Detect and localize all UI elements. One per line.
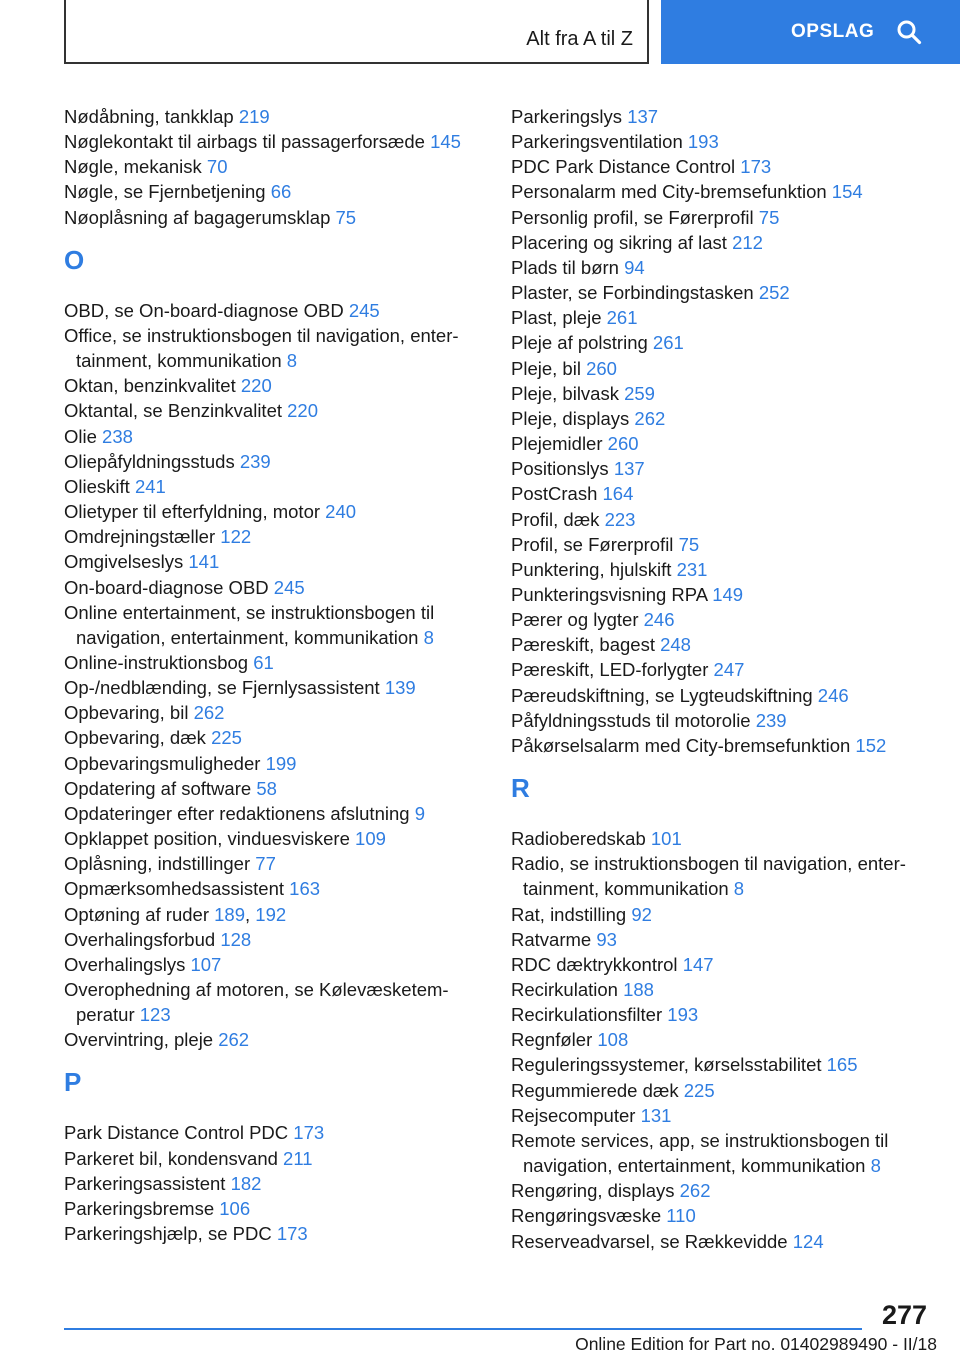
- index-entry: [64, 1120, 484, 1145]
- page-link[interactable]: 108: [597, 1029, 629, 1051]
- page-link[interactable]: 109: [355, 828, 386, 850]
- page-link[interactable]: 260: [586, 357, 617, 379]
- page-link[interactable]: 252: [758, 282, 790, 304]
- index-entry: [511, 179, 931, 204]
- index-entry: [511, 1203, 931, 1228]
- page-link[interactable]: 261: [652, 332, 684, 354]
- index-entry: [511, 532, 931, 557]
- page-link[interactable]: 8: [733, 878, 745, 900]
- page-link[interactable]: 245: [273, 576, 305, 598]
- index-entry: [64, 826, 484, 851]
- index-entry-text: Opbevaringsmuligheder: [64, 752, 261, 774]
- index-entry-text: Radioberedskab: [511, 828, 646, 850]
- page-link[interactable]: 8: [870, 1155, 881, 1177]
- index-entry: [511, 927, 931, 952]
- page-link[interactable]: 246: [817, 684, 849, 706]
- index-entry: [511, 104, 931, 129]
- page-link[interactable]: 145: [430, 131, 461, 153]
- index-entry-text: Overvintring, pleje: [64, 1029, 214, 1051]
- footer-divider: [64, 1328, 862, 1330]
- page-link[interactable]: 223: [604, 508, 636, 530]
- page-link[interactable]: 248: [660, 634, 691, 656]
- page-link[interactable]: 182: [230, 1172, 262, 1194]
- index-entry: [64, 549, 484, 574]
- index-entry: [511, 733, 931, 758]
- index-entry-text: Påfyldningsstuds til motorolie: [511, 709, 751, 731]
- index-entry: [64, 952, 484, 977]
- index-entry: [64, 104, 484, 129]
- page-link[interactable]: 131: [640, 1104, 672, 1126]
- page-link[interactable]: 261: [606, 307, 638, 329]
- index-entry: [64, 474, 484, 499]
- index-entry-text: Nøglekontakt til airbags til passagerforsæde: [64, 131, 425, 153]
- index-entry-text: Placering og sikring af last: [511, 231, 727, 253]
- index-entry-text: Personalarm med City-bremsefunktion: [511, 181, 827, 203]
- page-link[interactable]: 225: [683, 1079, 715, 1101]
- page-link[interactable]: 199: [265, 752, 297, 774]
- page-link[interactable]: 211: [283, 1147, 313, 1169]
- index-entry: [511, 129, 931, 154]
- index-entry-text: Parkeringsbremse: [64, 1197, 215, 1219]
- index-entry: [64, 499, 484, 524]
- index-entry-text: Overhalingslys: [64, 953, 186, 975]
- index-entry: [511, 356, 931, 381]
- page-link[interactable]: 262: [679, 1180, 711, 1202]
- page-link[interactable]: 262: [193, 702, 225, 724]
- index-entry-text: Office, se instruktionsbogen til navigation, entertainment, kommunikation: [64, 324, 459, 372]
- page-link[interactable]: 106: [219, 1197, 251, 1219]
- index-column-left: [64, 104, 484, 1246]
- index-entry-text: Reserveadvarsel, se Rækkevidde: [511, 1230, 788, 1252]
- page-link[interactable]: 92: [631, 903, 652, 925]
- page-link[interactable]: 189: [214, 903, 246, 925]
- index-entry-text: Regnføler: [511, 1029, 593, 1051]
- tab-alt-fra-a-til-z[interactable]: [64, 0, 649, 64]
- page-link[interactable]: 123: [139, 1004, 171, 1026]
- index-entry-text: Opdatering af software: [64, 777, 252, 799]
- index-entry-text: Pæreskift, bagest: [511, 634, 655, 656]
- index-entry-text: Profil, se Førerprofil: [511, 533, 674, 555]
- tab-opslag-label: OPSLAG: [791, 21, 875, 42]
- index-entry-text: Online entertainment, se instruktionsbogen til navigation, entertainment, kommunikation: [64, 601, 435, 648]
- page-link[interactable]: 259: [624, 382, 655, 404]
- search-icon: [896, 19, 922, 45]
- index-entry: [64, 1196, 484, 1221]
- index-entry-text: Nødåbning, tankklap: [64, 106, 234, 127]
- page-link[interactable]: 193: [687, 131, 719, 153]
- index-entry: [511, 507, 931, 532]
- index-entry: [511, 1078, 931, 1103]
- index-entry-text: Punkteringsvisning RPA: [511, 583, 708, 605]
- index-entry-text: Parkeringslys: [511, 106, 623, 127]
- index-entry: [511, 1229, 931, 1254]
- index-entry-text: Regummierede dæk: [511, 1079, 679, 1101]
- page-link[interactable]: 239: [239, 450, 271, 472]
- index-entry-text: RDC dæktrykkontrol: [511, 953, 678, 975]
- index-entry-text: Pleje, bil: [511, 357, 581, 379]
- index-entry-text: Plaster, se Forbindingstasken: [511, 282, 754, 304]
- index-entry: [511, 952, 931, 977]
- index-entry: [64, 675, 484, 700]
- index-entry: [511, 1128, 931, 1178]
- index-entry-text: Pleje, displays: [511, 407, 630, 429]
- page-link[interactable]: 8: [286, 350, 298, 372]
- index-entry: [64, 179, 484, 204]
- index-entry-text: On-board-diagnose OBD: [64, 576, 269, 598]
- index-entry-text: OBD, se On-board-diagnose OBD: [64, 299, 344, 321]
- index-entry-text: Rat, indstilling: [511, 903, 627, 925]
- index-entry: [511, 431, 931, 456]
- index-letter-heading: P: [64, 1067, 82, 1098]
- index-entry-text: Remote services, app, se instruktionsbogen til navigation, entertainment, kommunikation: [511, 1129, 889, 1177]
- index-entry: [64, 751, 484, 776]
- index-entry: [511, 154, 931, 179]
- index-entry-text: Parkeringshjælp, se PDC: [64, 1223, 272, 1245]
- index-entry-text: Opklappet position, vinduesviskere: [64, 828, 350, 850]
- index-entry-text: Plads til børn: [511, 256, 619, 278]
- page-link[interactable]: 220: [240, 375, 272, 397]
- index-entry: [511, 683, 931, 708]
- index-entry-text: Olietyper til efterfyldning, motor: [64, 501, 321, 523]
- index-entry: [64, 1146, 484, 1171]
- page-link[interactable]: 212: [732, 231, 763, 253]
- page-link[interactable]: 154: [831, 181, 863, 203]
- index-entry: [64, 424, 484, 449]
- index-entry: [511, 557, 931, 582]
- index-entry-text: Ratvarme: [511, 928, 592, 950]
- page-link[interactable]: 220: [287, 400, 319, 422]
- index-entry: [64, 902, 484, 927]
- page-separator: ,: [245, 903, 251, 925]
- index-entry: [64, 650, 484, 675]
- page-link[interactable]: 173: [293, 1122, 325, 1144]
- index-entry-text: Nøgle, mekanisk: [64, 156, 202, 178]
- page-link[interactable]: 147: [682, 953, 714, 975]
- index-entry: [64, 154, 484, 179]
- page-link[interactable]: 61: [253, 651, 274, 673]
- index-entry-text: Plast, pleje: [511, 307, 602, 329]
- index-entry: [64, 129, 484, 154]
- index-entry: [64, 600, 484, 650]
- page-link[interactable]: 77: [255, 853, 276, 875]
- page-link[interactable]: 66: [270, 181, 292, 203]
- index-entry-text: PostCrash: [511, 483, 598, 505]
- page-link[interactable]: 58: [256, 777, 277, 799]
- page-link[interactable]: 260: [607, 433, 639, 455]
- index-entry-text: Olie: [64, 425, 97, 447]
- page-link[interactable]: 122: [220, 526, 252, 548]
- page-link[interactable]: 219: [238, 106, 270, 127]
- page-link[interactable]: 70: [206, 156, 228, 178]
- index-entry: [511, 851, 931, 901]
- page-link[interactable]: 193: [667, 1004, 699, 1026]
- index-entry: [64, 323, 484, 373]
- index-entry: [511, 902, 931, 927]
- index-entry: [64, 851, 484, 876]
- index-entry: [64, 449, 484, 474]
- page-link[interactable]: 110: [666, 1205, 696, 1227]
- index-entry: [511, 1178, 931, 1203]
- page-link[interactable]: 165: [826, 1054, 858, 1076]
- index-entry: [64, 575, 484, 600]
- page-link[interactable]: 93: [596, 928, 617, 950]
- index-entry: [511, 255, 931, 280]
- index-entry: [511, 657, 931, 682]
- index-entry: [64, 1221, 484, 1246]
- index-entry-text: Pæreskift, LED-forlygter: [511, 659, 709, 681]
- index-entry-text: Parkeringsassistent: [64, 1172, 226, 1194]
- index-entry-text: Omdrejningstæller: [64, 526, 216, 548]
- index-entry: [511, 1103, 931, 1128]
- index-entry: [64, 725, 484, 750]
- index-column-right: [511, 104, 931, 1254]
- index-entry: [511, 1052, 931, 1077]
- index-entry-text: Opbevaring, bil: [64, 702, 189, 724]
- page-link[interactable]: 241: [134, 475, 166, 497]
- index-entry-text: Opmærksomhedsassistent: [64, 878, 285, 900]
- page-link[interactable]: 247: [713, 659, 745, 681]
- index-entry: [64, 776, 484, 801]
- page-link[interactable]: 128: [220, 928, 252, 950]
- tab-opslag[interactable]: [661, 0, 960, 64]
- page-link[interactable]: 192: [255, 903, 287, 925]
- page-number: 277: [881, 1300, 927, 1330]
- index-letter-heading: R: [511, 773, 530, 804]
- index-entry-text: Punktering, hjulskift: [511, 558, 672, 580]
- index-entry-text: Nøoplåsning af bagagerumsklap: [64, 206, 331, 228]
- page-link[interactable]: 164: [602, 483, 634, 505]
- page-link[interactable]: 139: [384, 677, 416, 699]
- index-entry: [511, 280, 931, 305]
- page-link[interactable]: 173: [740, 156, 772, 178]
- index-entry: [64, 298, 484, 323]
- page-link[interactable]: 239: [755, 709, 787, 731]
- page-link[interactable]: 225: [211, 727, 242, 749]
- index-entry-text: Oplåsning, indstillinger: [64, 853, 251, 875]
- index-entry: [511, 406, 931, 431]
- index-entry: [511, 708, 931, 733]
- index-entry-text: Pærer og lygter: [511, 609, 639, 631]
- index-entry: [64, 1171, 484, 1196]
- index-entry-text: Påkørselsalarm med City-bremsefunktion: [511, 734, 851, 756]
- index-entry: [511, 632, 931, 657]
- index-entry: [64, 373, 484, 398]
- page-link[interactable]: 149: [712, 583, 744, 605]
- index-entry: [64, 398, 484, 423]
- index-entry: [64, 801, 484, 826]
- footer-edition-text: Online Edition for Part no. 01402989490 - II/18: [575, 1334, 937, 1354]
- page-link[interactable]: 8: [423, 626, 434, 648]
- index-entry: [511, 826, 931, 851]
- index-entry-text: Rengøring, displays: [511, 1180, 675, 1202]
- index-entry-text: Rengøringsvæske: [511, 1205, 662, 1227]
- index-entry: [511, 205, 931, 230]
- index-entry-text: Plejemidler: [511, 433, 603, 455]
- index-entry: [64, 1027, 484, 1052]
- index-entry-text: Pleje, bilvask: [511, 382, 619, 404]
- index-entry-text: Pæreudskiftning, se Lygteudskiftning: [511, 684, 813, 706]
- index-entry-text: Parkeringsventilation: [511, 131, 683, 153]
- page-link[interactable]: 75: [335, 206, 357, 228]
- index-entry-text: Pleje af polstring: [511, 332, 648, 354]
- index-entry-text: Parkeret bil, kondensvand: [64, 1147, 278, 1169]
- page-link[interactable]: 262: [634, 407, 666, 429]
- index-entry: [511, 456, 931, 481]
- index-entry-text: Opbevaring, dæk: [64, 727, 206, 749]
- index-entry-text: Olieskift: [64, 475, 130, 497]
- page-link[interactable]: 137: [613, 458, 645, 480]
- page-link[interactable]: 94: [624, 256, 645, 278]
- index-entry-text: Opdateringer efter redaktionens afslutning: [64, 802, 410, 824]
- index-entry: [511, 1002, 931, 1027]
- index-entry-text: Overhalingsforbud: [64, 928, 216, 950]
- tab-alt-fra-a-til-z-label: Alt fra A til Z: [526, 28, 633, 50]
- index-entry-text: Optøning af ruder: [64, 903, 209, 925]
- page-link[interactable]: 231: [676, 558, 708, 580]
- index-entry: [64, 876, 484, 901]
- page-link[interactable]: 245: [348, 299, 380, 321]
- index-entry-text: Profil, dæk: [511, 508, 600, 530]
- index-entry-text: Oktan, benzinkvalitet: [64, 375, 236, 397]
- page-link[interactable]: 238: [102, 425, 133, 447]
- page-link[interactable]: 246: [643, 609, 675, 631]
- index-entry-text: Park Distance Control PDC: [64, 1122, 289, 1144]
- page-link[interactable]: 137: [627, 106, 659, 127]
- page-link[interactable]: 9: [414, 802, 425, 824]
- index-entry-text: Online-instruktionsbog: [64, 651, 249, 673]
- index-entry: [511, 1027, 931, 1052]
- index-entry-text: Oktantal, se Benzinkvalitet: [64, 400, 282, 422]
- index-entry-text: Rejsecomputer: [511, 1104, 636, 1126]
- index-entry-text: Recirkulation: [511, 979, 618, 1000]
- index-entry-text: Recirkulationsfilter: [511, 1004, 663, 1026]
- index-entry-text: PDC Park Distance Control: [511, 156, 736, 178]
- page-link[interactable]: 152: [855, 734, 887, 756]
- index-entry: [511, 381, 931, 406]
- index-entry: [511, 481, 931, 506]
- index-entry: [511, 582, 931, 607]
- index-entry: [64, 205, 484, 230]
- index-entry-text: Positionslys: [511, 458, 609, 480]
- index-entry-text: Personlig profil, se Førerprofil: [511, 206, 754, 228]
- index-entry-text: Overophedning af motoren, se Kølevæsketemperatur: [64, 979, 449, 1026]
- page-link[interactable]: 124: [792, 1230, 824, 1252]
- index-entry: [511, 305, 931, 330]
- page-link[interactable]: 163: [289, 878, 321, 900]
- page-link[interactable]: 240: [325, 501, 357, 523]
- page-link[interactable]: 262: [218, 1029, 250, 1051]
- page-link[interactable]: 75: [758, 206, 780, 228]
- index-entry-text: Reguleringssystemer, kørselsstabilitet: [511, 1054, 822, 1076]
- index-entry: [511, 230, 931, 255]
- index-entry-text: Nøgle, se Fjernbetjening: [64, 181, 266, 203]
- index-entry: [64, 977, 484, 1027]
- index-entry-text: Radio, se instruktionsbogen til navigation, entertainment, kommunikation: [511, 853, 906, 900]
- index-entry: [64, 524, 484, 549]
- page-link[interactable]: 141: [188, 551, 220, 573]
- index-entry-text: Oliepåfyldningsstuds: [64, 450, 235, 472]
- index-entry: [64, 927, 484, 952]
- page-link[interactable]: 101: [650, 828, 682, 850]
- index-entry-text: Op-/nedblænding, se Fjernlysassistent: [64, 677, 380, 699]
- page-link[interactable]: 75: [678, 533, 700, 555]
- index-entry-text: Omgivelseslys: [64, 551, 184, 573]
- page-link[interactable]: 107: [190, 953, 222, 975]
- index-entry: [511, 607, 931, 632]
- index-entry: [511, 330, 931, 355]
- page-link[interactable]: 188: [623, 979, 654, 1000]
- page-link[interactable]: 173: [276, 1223, 308, 1245]
- index-entry: [511, 977, 931, 1002]
- index-entry: [64, 700, 484, 725]
- index-letter-heading: O: [64, 244, 85, 275]
